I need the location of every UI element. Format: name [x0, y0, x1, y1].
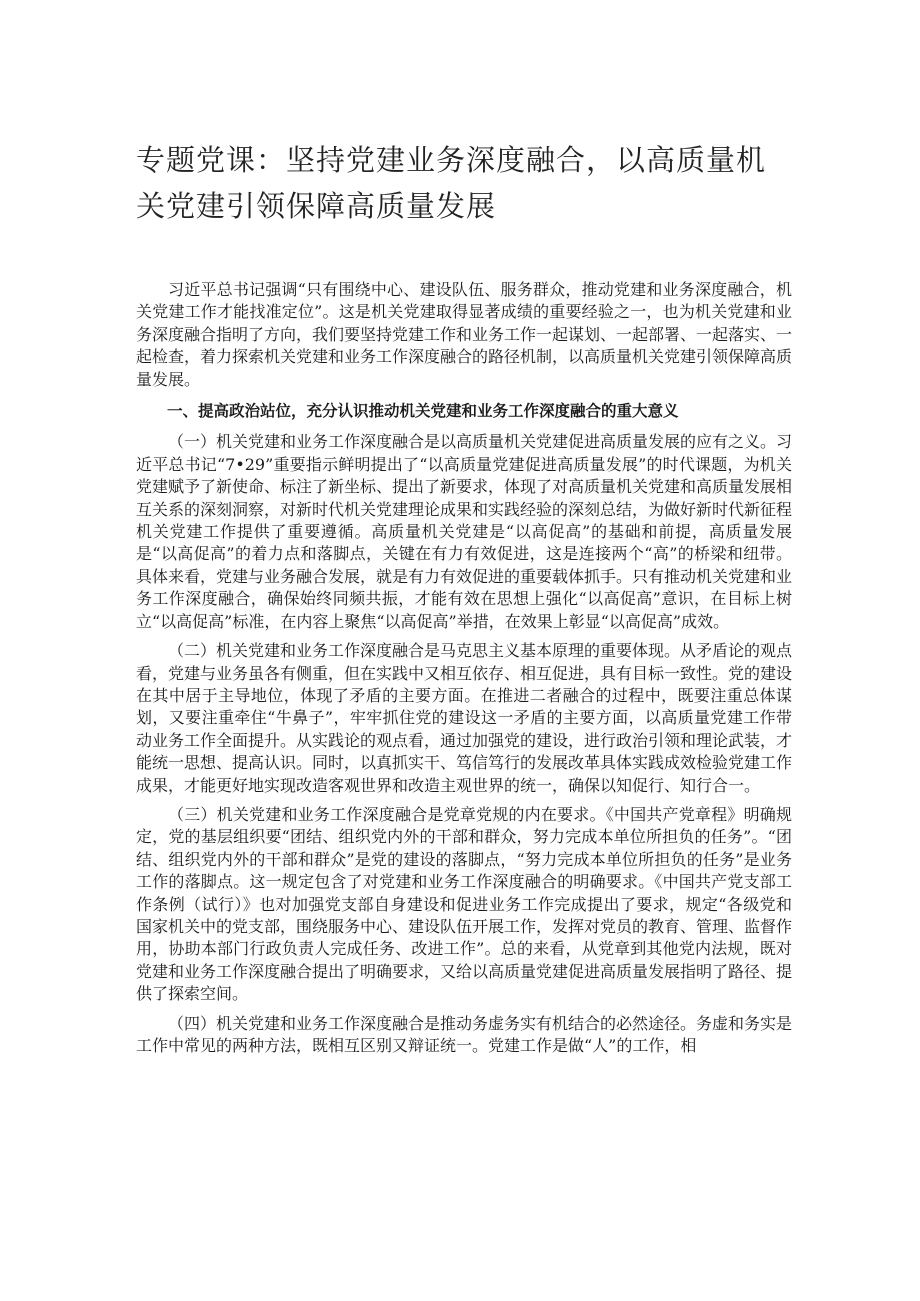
document-body — [136, 279, 792, 1057]
body-paragraph: （四）机关党建和业务工作深度融合是推动务虚务实有机结合的必然途径。务虚和务实是工作中常见的两种方法，既相互区别又辩证统一。党建工作是做“人”的工作，相 — [136, 1013, 793, 1055]
body-paragraph: （二）机关党建和业务工作深度融合是马克思主义基本原理的重要体现。从矛盾论的观点看，党建与业务虽各有侧重，但在实践中又相互依存、相互促进，具有目标一致性。党的建设在其中居于主导地位，体现了矛盾的主要方面。在推进二者融合的过程中，既要注重总体谋划，又要注重牵住“牛鼻子”，牢牢抓住党的建设这一矛盾的主要方面，以高质量党建工作带动业务工作全面提升。从实践论的观点看，通过加强党的建设，进行政治引领和理论武装，才能统一思想、提高认识。同时，以真抓实干、笃信笃行的发展改革具体实践成效检验党建工作成果，才能更好地实现改造客观世界和改造主观世界的统一，确保以知促行、知行合一。 — [136, 641, 793, 795]
body-paragraph: （一）机关党建和业务工作深度融合是以高质量机关党建促进高质量发展的应有之义。习近平总书记“7•29”重要指示鲜明提出了“以高质量党建促进高质量发展”的时代课题，为机关党建赋予了新使命、标注了新坐标、提出了新要求，体现了对高质量机关党建和高质量发展相互关系的深刻洞察，对新时代机关党建理论成果和实践经验的深刻总结，为做好新时代新征程机关党建工作提供了重要遵循。高质量机关党建是“以高促高”的基础和前提，高质量发展是“以高促高”的着力点和落脚点，关键在有力有效促进，这是连接两个“高”的桥梁和纽带。具体来看，党建与业务融合发展，就是有力有效促进的重要载体抓手。只有推动机关党建和业务工作深度融合，确保始终同频共振，才能有效在思想上强化“以高促高”意识，在目标上树立“以高促高”标准，在内容上聚焦“以高促高”举措，在效果上彰显“以高促高”成效。 — [136, 432, 793, 631]
document-title: 专题党课：坚持党建业务深度融合，以高质量机关党建引领保障高质量发展 — [136, 143, 767, 223]
document-page — [136, 0, 792, 1064]
intro-paragraph: 习近平总书记强调“只有围绕中心、建设队伍、服务群众，推动党建和业务深度融合，机关党建工作才能找准定位”。这是机关党建取得显著成绩的重要经验之一，也为机关党建和业务深度融合指明了方向，我们要坚持党建工作和业务工作一起谋划、一起部署、一起落实、一起检查，着力探索机关党建和业务工作深度融合的路径机制，以高质量机关党建引领保障高质量发展。 — [136, 280, 793, 389]
body-paragraph: （三）机关党建和业务工作深度融合是党章党规的内在要求。《中国共产党章程》明确规定，党的基层组织要“团结、组织党内外的干部和群众，努力完成本单位所担负的任务”。“团结、组织党内外的干部和群众”是党的建设的落脚点，“努力完成本单位所担负的任务”是业务工作的落脚点。这一规定包含了对党建和业务工作深度融合的明确要求。《中国共产党支部工作条例（试行）》也对加强党支部自身建设和促进业务工作完成提出了要求，规定“各级党和国家机关中的党支部，围绕服务中心、建设队伍开展工作，发挥对党员的教育、管理、监督作用，协助本部门行政负责人完成任务、改进工作”。总的来看，从党章到其他党内法规，既对党建和业务工作深度融合提出了明确要求，又给以高质量党建促进高质量发展指明了路径、提供了探索空间。 — [136, 804, 793, 1004]
section-heading: 一、提高政治站位，充分认识推动机关党建和业务工作深度融合的重大意义 — [167, 402, 679, 421]
